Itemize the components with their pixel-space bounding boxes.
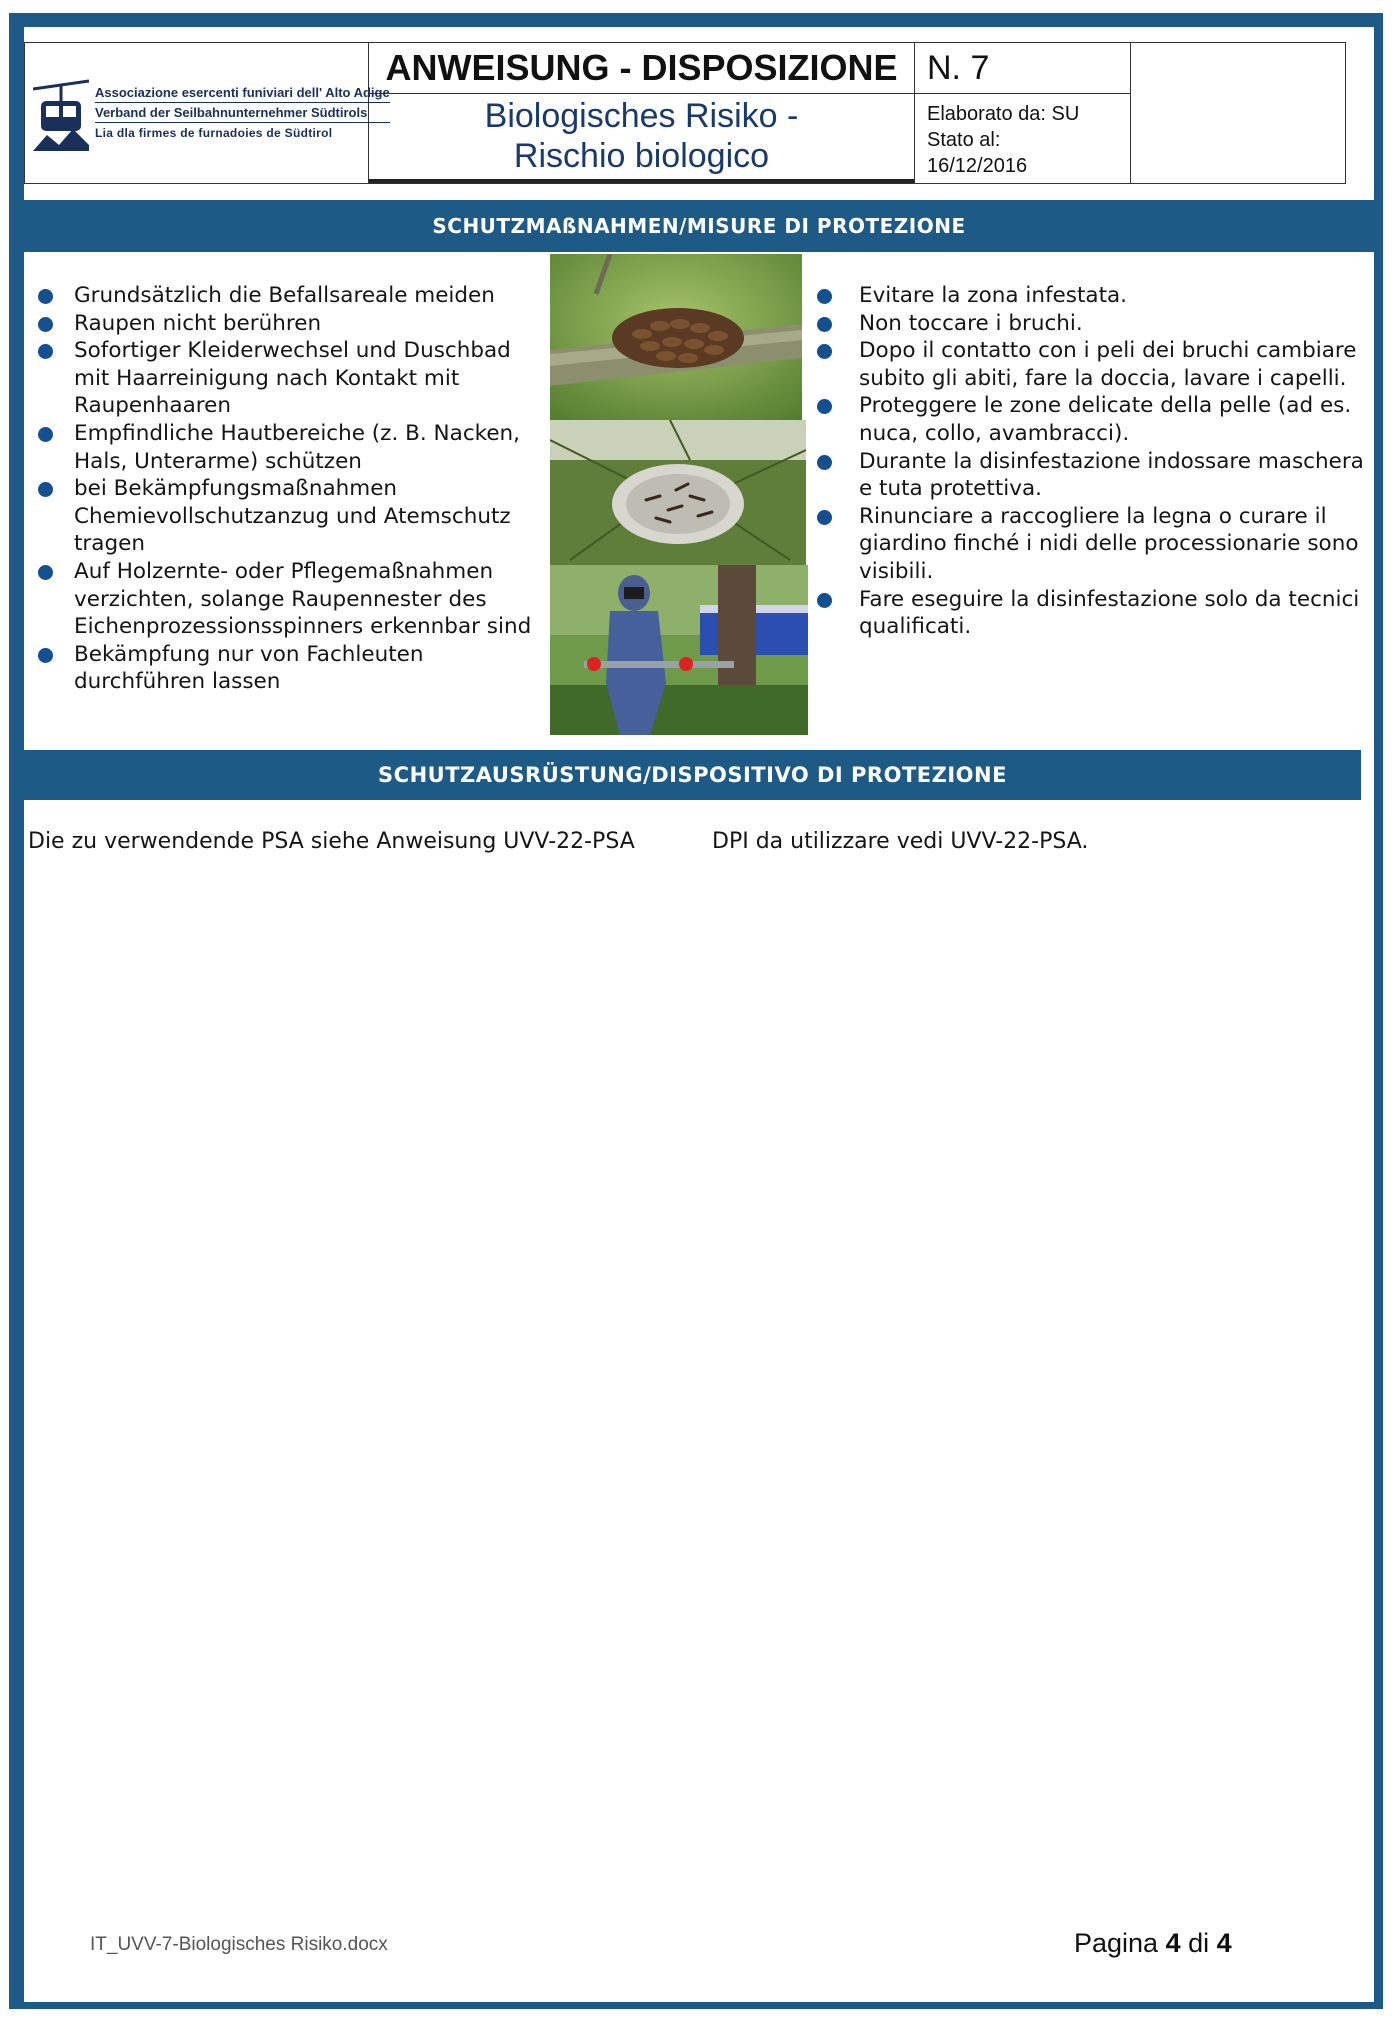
bullet-icon bbox=[38, 565, 53, 580]
equipment-text-german: Die zu verwendende PSA siehe Anweisung UVV-22-PSA bbox=[28, 829, 635, 854]
bullet-icon bbox=[38, 427, 53, 442]
caterpillars-on-branch-photo bbox=[550, 254, 802, 420]
protection-list-german bbox=[30, 282, 540, 696]
number-cell bbox=[915, 43, 1131, 183]
bullet-icon bbox=[38, 317, 53, 332]
list-item: Rinunciare a raccogliere la legna o curare il giardino finché i nidi delle processionarie sono visibili. bbox=[815, 503, 1375, 586]
bullet-icon bbox=[817, 317, 832, 332]
bullet-icon bbox=[817, 593, 832, 608]
page-label: Pagina bbox=[1074, 1928, 1159, 1958]
logo-text bbox=[95, 85, 390, 140]
title-cell bbox=[369, 43, 915, 183]
cable-car-icon bbox=[33, 79, 89, 151]
association-logo bbox=[33, 79, 390, 151]
page-current: 4 bbox=[1165, 1928, 1181, 1958]
bullet-icon bbox=[817, 455, 832, 470]
document-number: N. 7 bbox=[915, 43, 1130, 94]
list-item: Non toccare i bruchi. bbox=[815, 310, 1375, 338]
page-total: 4 bbox=[1216, 1928, 1232, 1958]
bullet-icon bbox=[817, 510, 832, 525]
section-title-protection: SCHUTZMAßNAHMEN/MISURE DI PROTEZIONE bbox=[24, 200, 1374, 252]
status-label: Stato al: bbox=[927, 129, 1001, 151]
bullet-icon bbox=[38, 648, 53, 663]
bullet-icon bbox=[817, 289, 832, 304]
bullet-icon bbox=[817, 344, 832, 359]
list-item: Fare eseguire la disinfestazione solo da tecnici qualificati. bbox=[815, 586, 1375, 641]
list-item: Bekämpfung nur von Fachleuten durchführen lassen bbox=[30, 641, 540, 696]
bullet-icon bbox=[38, 482, 53, 497]
prepared-by: Elaborato da: SU bbox=[927, 103, 1080, 125]
protection-list-italian bbox=[815, 282, 1375, 641]
list-item: Durante la disinfestazione indossare maschera e tuta protettiva. bbox=[815, 448, 1375, 503]
list-item: bei Bekämpfungsmaßnahmen Chemievollschutzanzug und Atemschutz tragen bbox=[30, 475, 540, 558]
list-item: Auf Holzernte- oder Pflegemaßnahmen verzichten, solange Raupennester des Eichenprozessionsspinners erkennbar sind bbox=[30, 558, 540, 641]
document-info bbox=[927, 101, 1079, 179]
list-item: Raupen nicht berühren bbox=[30, 310, 540, 338]
logo-line-2: Verband der Seilbahnunternehmer Südtirols bbox=[95, 103, 390, 123]
subtitle-line-1: Biologisches Risiko - bbox=[484, 97, 799, 135]
list-item: Empfindliche Hautbereiche (z. B. Nacken, Hals, Unterarme) schützen bbox=[30, 420, 540, 475]
logo-line-1: Associazione esercenti funiviari dell' Alto Adige bbox=[95, 85, 390, 103]
document-title: ANWEISUNG - DISPOSIZIONE bbox=[369, 43, 914, 94]
bullet-icon bbox=[817, 399, 832, 414]
blank-cell bbox=[1131, 43, 1345, 183]
logo-cell bbox=[25, 43, 390, 183]
list-item: Dopo il contatto con i peli dei bruchi cambiare subito gli abiti, fare la doccia, lavare i capelli. bbox=[815, 337, 1375, 392]
list-item: Evitare la zona infestata. bbox=[815, 282, 1375, 310]
footer-page-number bbox=[1074, 1928, 1232, 1959]
bullet-icon bbox=[38, 344, 53, 359]
bullet-icon bbox=[38, 289, 53, 304]
document-subtitle bbox=[369, 93, 914, 183]
status-date: 16/12/2016 bbox=[927, 155, 1028, 177]
document-header bbox=[24, 42, 1346, 184]
list-item: Sofortiger Kleiderwechsel und Duschbad mit Haarreinigung nach Kontakt mit Raupenhaaren bbox=[30, 337, 540, 420]
subtitle-line-2: Rischio biologico bbox=[513, 137, 770, 175]
list-item: Proteggere le zone delicate della pelle (ad es. nuca, collo, avambracci). bbox=[815, 392, 1375, 447]
protective-suit-worker-photo bbox=[550, 565, 808, 735]
logo-line-3: Lia dla firmes de furnadoies de Südtirol bbox=[95, 126, 333, 140]
equipment-text-italian: DPI da utilizzare vedi UVV-22-PSA. bbox=[712, 829, 1089, 854]
footer-filename: IT_UVV-7-Biologisches Risiko.docx bbox=[90, 1934, 388, 1955]
list-item: Grundsätzlich die Befallsareale meiden bbox=[30, 282, 540, 310]
page-of: di bbox=[1188, 1928, 1210, 1958]
processionary-nest-photo bbox=[550, 420, 806, 565]
section-title-equipment: SCHUTZAUSRÜSTUNG/DISPOSITIVO DI PROTEZIONE bbox=[24, 750, 1361, 800]
